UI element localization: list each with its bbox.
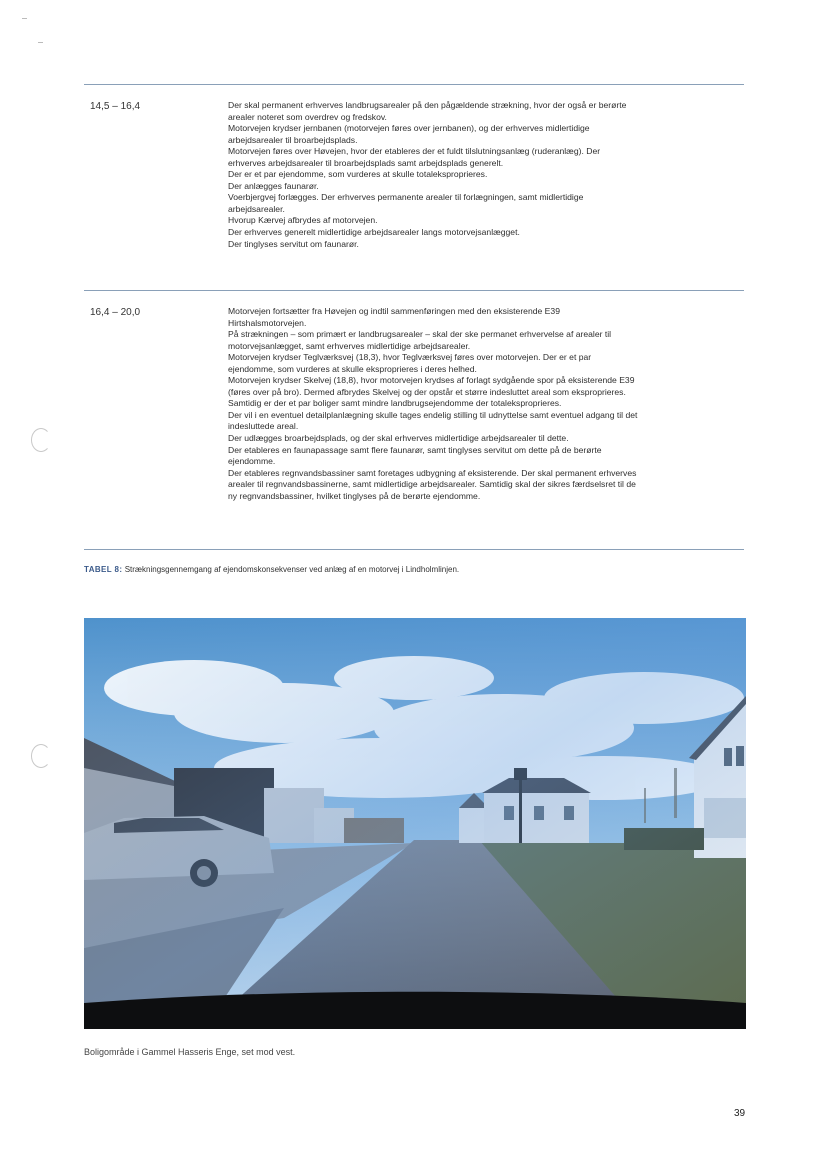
text-line: Der etableres regnvandsbassiner samt foretages udbygning af eksisterende. Der skal permanent erhverves — [228, 467, 637, 478]
text-line: arbejdsarealer til broarbejdsplads. — [228, 134, 358, 145]
scan-mark — [22, 18, 27, 19]
text-line: indesluttede areal. — [228, 421, 299, 432]
text-line: Hvorup Kærvej afbrydes af motorvejen. — [228, 215, 378, 226]
text-line: Der tinglyses servitut om faunarør. — [228, 238, 359, 249]
text-line: ejendomme, som vurderes at skulle eksproprieres i deres helhed. — [228, 363, 477, 374]
text-line: ny regnvandsbassiner, hvilket tinglyses på de berørte ejendomme. — [228, 490, 481, 501]
text-line: ejendomme. — [228, 456, 276, 467]
text-line: erhverves arbejdsarealer til broarbejdsplads samt arbejdsplads generelt. — [228, 157, 504, 168]
text-line: arbejdsarealer. — [228, 203, 285, 214]
text-line: Der vil i en eventuel detailplanlægning skulle tages endelig stilling til udnyttelse samt eventuel adgang til det — [228, 409, 638, 420]
table-caption — [84, 565, 459, 574]
text-line: Samtidig er der et par boliger samt mindre landbrugsejendomme der totaleksproprieres. — [228, 398, 562, 409]
table-bottom-rule — [84, 549, 744, 550]
text-line: Motorvejen krydser jernbanen (motorvejen føres over jernbanen), og der erhverves midlertidige — [228, 123, 590, 134]
text-line: Der skal permanent erhverves landbrugsarealer på den pågældende strækning, hvor der også er berørte — [228, 100, 627, 110]
text-line: arealer til regnvandsbassinerne, samt midlertidige arbejdsarealer. Samtidig skal der sikres færdselsret til de — [228, 479, 636, 490]
photo-caption: Boligområde i Gammel Hasseris Enge, set mod vest. — [84, 1047, 296, 1057]
text-line: På strækningen – som primært er landbrugsarealer – skal der ske permanet erhvervelse af arealer til — [228, 329, 612, 340]
text-line: Der erhverves generelt midlertidige arbejdsarealer langs motorvejsanlægget. — [228, 227, 520, 238]
punch-hole — [31, 744, 51, 768]
row-1-text — [228, 100, 743, 250]
text-line: Der udlægges broarbejdsplads, og der skal erhverves midlertidige arbejdsarealer til dette. — [228, 433, 569, 444]
street-photo — [84, 618, 746, 1029]
text-line: arealer noteret som overdrev og fredskov. — [228, 111, 387, 122]
table-caption-text: Strækningsgennemgang af ejendomskonsekvenser ved anlæg af en motorvej i Lindholmlinjen. — [122, 565, 460, 574]
row-2-text — [228, 306, 743, 502]
text-line: Voerbjergvej forlægges. Der erhverves permanente arealer til forlægningen, samt midlertidige — [228, 192, 584, 203]
text-line: Motorvejen føres over Høvejen, hvor der etableres der et fuldt tilslutningsanlæg (ruderanlæg). Der — [228, 146, 601, 157]
page-number: 39 — [734, 1108, 746, 1119]
scan-mark — [38, 42, 43, 43]
text-line: Motorvejen krydser Skelvej (18,8), hvor motorvejen krydses af forlagt sydgående spor på eksisterende E39 — [228, 375, 635, 386]
text-line: Der anlægges faunarør. — [228, 180, 319, 191]
text-line: Hirtshalsmotorvejen. — [228, 317, 307, 328]
row-1-range: 14,5 – 16,4 — [90, 101, 141, 112]
text-line: (føres over på bro). Dermed afbrydes Skelvej og der opstår et større indesluttet areal som eksproprieres. — [228, 386, 626, 397]
text-line: Der er et par ejendomme, som vurderes at skulle totaleksproprieres. — [228, 169, 488, 180]
table-top-rule — [84, 84, 744, 85]
table-row-divider — [84, 290, 744, 291]
row-2-range: 16,4 – 20,0 — [90, 307, 141, 318]
text-line: Motorvejen krydser Teglværksvej (18,3), hvor Teglværksvej føres over motorvejen. Der er et par — [228, 352, 592, 363]
text-line: Der etableres en faunapassage samt flere faunarør, samt tinglyses servitut om dette på de berørte — [228, 444, 602, 455]
table-caption-label: TABEL 8: — [84, 565, 123, 574]
punch-hole — [31, 428, 51, 452]
text-line: motorvejsanlægget, samt erhverves midlertidige arbejdsarealer. — [228, 340, 471, 351]
text-line: Motorvejen fortsætter fra Høvejen og indtil sammenføringen med den eksisterende E39 — [228, 306, 560, 316]
